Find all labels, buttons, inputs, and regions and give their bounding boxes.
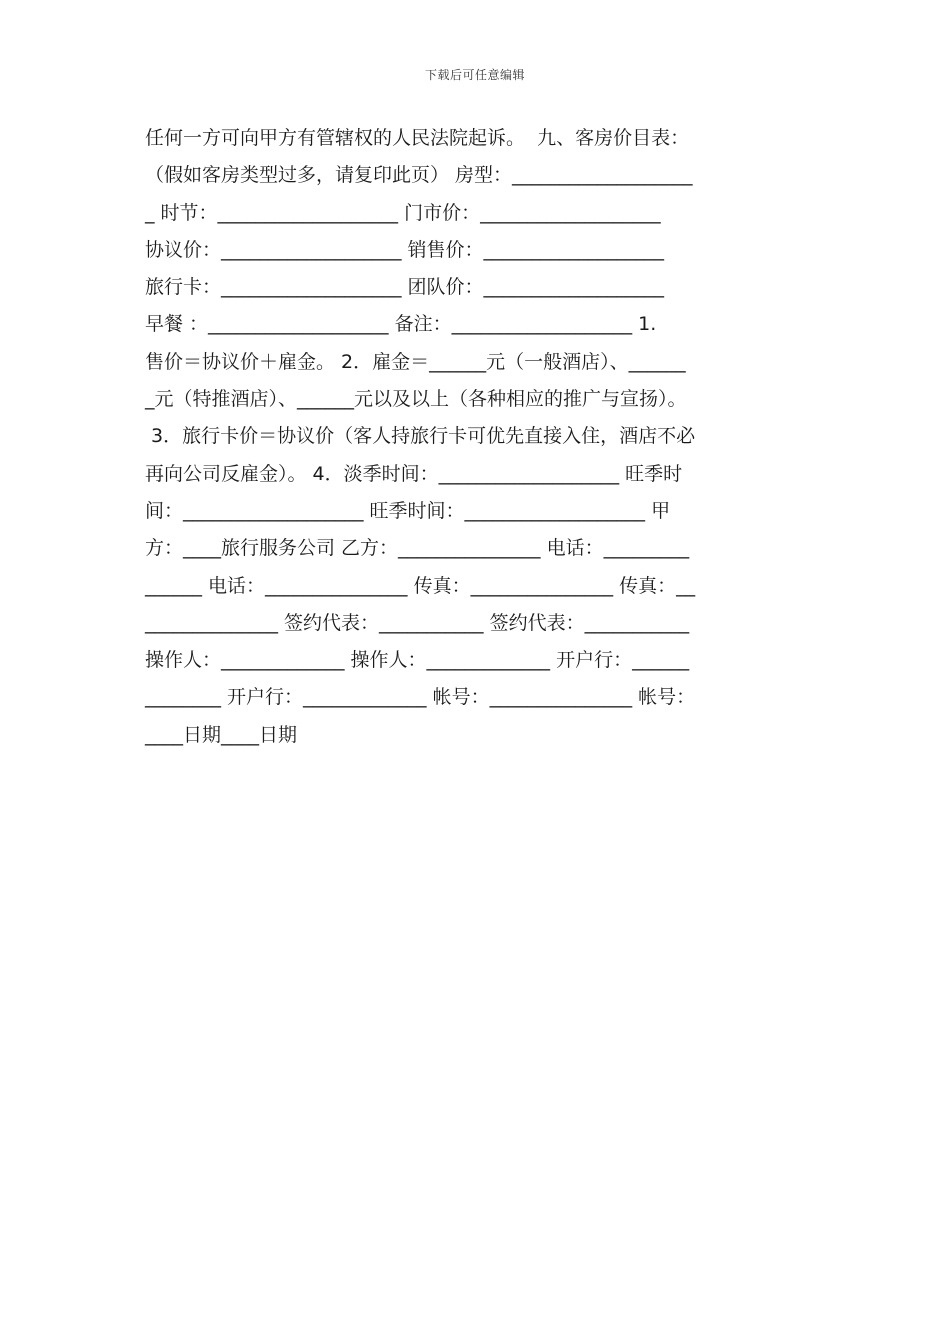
page-header: 下载后可任意编辑	[424, 68, 525, 82]
text-line: _元（特推酒店）、______元以及以上（各种相应的推广与宣扬）。	[145, 388, 687, 411]
text-line: 间：___________________ 旺季时间：___________________ 甲	[145, 499, 671, 522]
text-line: ______________ 签约代表：___________ 签约代表：___________	[145, 611, 690, 634]
text-line: 方：____旅行服务公司 乙方：_______________ 电话：_________	[145, 537, 690, 560]
text-line: ____日期____日期	[145, 723, 298, 746]
text-line: 旅行卡：___________________ 团队价：___________________	[145, 276, 665, 299]
text-line: （假如客房类型过多，请复印此页） 房型：___________________	[145, 164, 693, 187]
text-line: ________ 开户行：_____________ 帐号：_______________ 帐号：	[145, 686, 696, 709]
text-line: 协议价：___________________ 销售价：___________________	[145, 238, 665, 261]
document-body	[145, 120, 810, 754]
text-line: _ 时节：___________________ 门市价：___________________	[145, 201, 661, 224]
text-line: 操作人：_____________ 操作人：_____________ 开户行：______	[145, 649, 690, 672]
text-line: 任何一方可向甲方有管辖权的人民法院起诉。 九、客房价目表：	[145, 127, 690, 149]
text-line: 3．旅行卡价＝协议价（客人持旅行卡可优先直接入住，酒店不必	[145, 425, 696, 448]
text-line: 售价＝协议价＋雇金。 2．雇金＝______元（一般酒店）、______	[145, 350, 686, 373]
text-line: 早餐 ：___________________ 备注：___________________ 1.	[145, 313, 657, 336]
text-line: 再向公司反雇金）。 4．淡季时间：___________________ 旺季时	[145, 462, 683, 485]
text-line: ______ 电话：_______________ 传真：_______________ 传真：__	[145, 574, 696, 597]
